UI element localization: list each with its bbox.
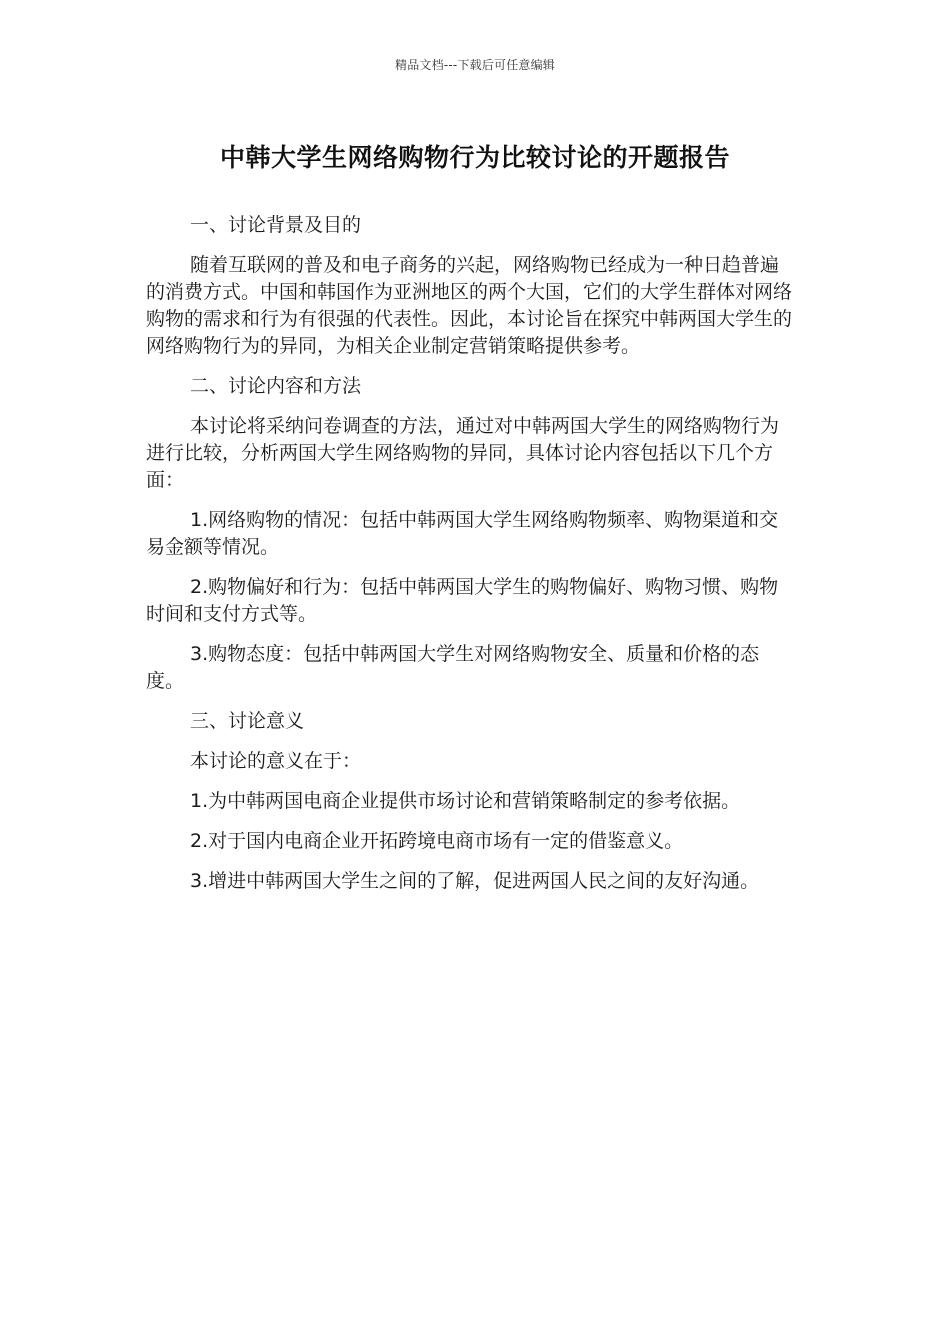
paragraph-significance-intro: 本讨论的意义在于： <box>190 750 362 772</box>
list-item-significance-3: 3.增进中韩两国大学生之间的了解，促进两国人民之间的友好沟通。 <box>190 870 760 892</box>
list-item-shopping-attitude: 3.购物态度：包括中韩两国大学生对网络购物安全、质量和价格的态度。 <box>146 643 760 692</box>
section-heading-significance: 三、讨论意义 <box>190 710 305 732</box>
document-title: 中韩大学生网络购物行为比较讨论的开题报告 <box>219 143 730 172</box>
page-header-note: 精品文档---下载后可任意编辑 <box>395 58 555 72</box>
list-item-significance-2: 2.对于国内电商企业开拓跨境电商市场有一定的借鉴意义。 <box>190 830 684 852</box>
paragraph-method-intro: 本讨论将采纳问卷调查的方法，通过对中韩两国大学生的网络购物行为进行比较，分析两国大学生网络购物的异同，具体讨论内容包括以下几个方面： <box>146 415 780 491</box>
section-heading-background: 一、讨论背景及目的 <box>190 214 362 236</box>
paragraph-background: 随着互联网的普及和电子商务的兴起，网络购物已经成为一种日趋普遍的消费方式。中国和韩国作为亚洲地区的两个大国，它们的大学生群体对网络购物的需求和行为有很强的代表性。因此，本讨论旨在探究中韩两国大学生的网络购物行为的异同，为相关企业制定营销策略提供参考。 <box>146 254 793 357</box>
list-item-shopping-situation: 1.网络购物的情况：包括中韩两国大学生网络购物频率、购物渠道和交易金额等情况。 <box>146 509 779 558</box>
document-body <box>146 212 794 908</box>
section-heading-content-method: 二、讨论内容和方法 <box>190 375 362 397</box>
list-item-shopping-preference: 2.购物偏好和行为：包括中韩两国大学生的购物偏好、购物习惯、购物时间和支付方式等。 <box>146 576 779 625</box>
list-item-significance-1: 1.为中韩两国电商企业提供市场讨论和营销策略制定的参考依据。 <box>190 790 741 812</box>
